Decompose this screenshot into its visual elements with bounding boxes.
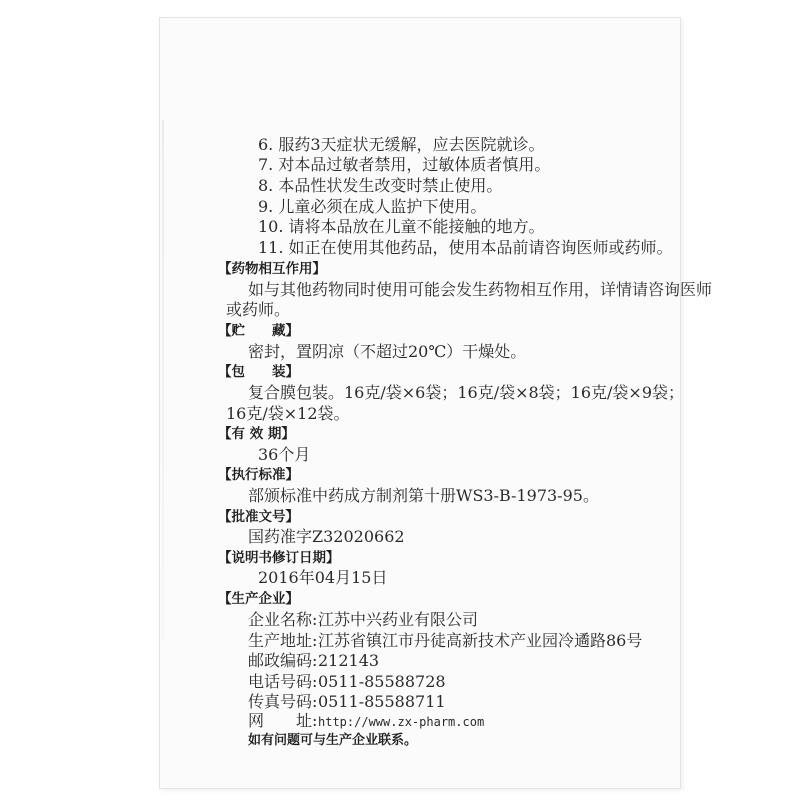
interactions-text-line1: 如与其他药物同时使用可能会发生药物相互作用，详情请咨询医师 xyxy=(248,280,713,299)
shelf-life-text: 36个月 xyxy=(258,445,311,464)
precaution-item-9: 9. 儿童必须在成人监护下使用。 xyxy=(258,197,487,216)
revision-date-heading: 【说明书修订日期】 xyxy=(218,550,340,566)
phone-row xyxy=(248,673,446,691)
company-address-row xyxy=(248,632,642,650)
precaution-item-11: 11. 如正在使用其他药品，使用本品前请咨询医师或药师。 xyxy=(258,238,673,257)
website-label: 网 址: xyxy=(248,711,318,730)
approval-heading: 【批准文号】 xyxy=(218,509,299,525)
company-name-label: 企业名称: xyxy=(248,610,318,629)
revision-date: 2016年04月15日 xyxy=(258,568,388,587)
precaution-item-8: 8. 本品性状发生改变时禁止使用。 xyxy=(258,176,503,195)
fax-row xyxy=(248,693,446,711)
phone-value: 0511-85588728 xyxy=(318,672,446,691)
storage-heading: 【贮 藏】 xyxy=(218,323,299,339)
website-row xyxy=(248,712,484,731)
packaging-text-line1: 复合膜包装。16克/袋×6袋；16克/袋×8袋；16克/袋×9袋； xyxy=(248,383,685,402)
interactions-text-line2: 或药师。 xyxy=(226,300,291,319)
standard-heading: 【执行标准】 xyxy=(218,467,299,483)
packaging-text-line2: 16克/袋×12袋。 xyxy=(226,404,350,423)
precaution-item-7: 7. 对本品过敏者禁用，过敏体质者慎用。 xyxy=(258,155,551,174)
company-name-row xyxy=(248,611,478,629)
company-name-value: 江苏中兴药业有限公司 xyxy=(318,610,479,629)
company-address-value: 江苏省镇江市丹徒高新技术产业园冷遹路86号 xyxy=(318,631,643,650)
phone-label: 电话号码: xyxy=(248,672,318,691)
interactions-heading: 【药物相互作用】 xyxy=(218,261,326,277)
shelf-life-heading: 【有 效 期】 xyxy=(218,426,295,442)
approval-number: 国药准字Z32020662 xyxy=(248,527,405,546)
packaging-heading: 【包 装】 xyxy=(218,364,299,380)
precaution-item-10: 10. 请将本品放在儿童不能接触的地方。 xyxy=(258,217,545,236)
standard-text: 部颁标准中药成方制剂第十册WS3-B-1973-95。 xyxy=(248,486,599,505)
fax-label: 传真号码: xyxy=(248,692,318,711)
fax-value: 0511-85588711 xyxy=(318,692,446,711)
manufacturer-heading: 【生产企业】 xyxy=(218,591,299,607)
paper-fold-shadow xyxy=(162,120,164,640)
company-address-label: 生产地址: xyxy=(248,631,318,650)
postcode-value: 212143 xyxy=(318,651,380,670)
postcode-label: 邮政编码: xyxy=(248,651,318,670)
contact-note: 如有问题可与生产企业联系。 xyxy=(248,733,418,748)
postcode-row xyxy=(248,652,379,670)
precaution-item-6: 6. 服药3天症状无缓解，应去医院就诊。 xyxy=(258,135,545,154)
storage-text: 密封，置阴凉（不超过20℃）干燥处。 xyxy=(248,342,527,361)
website-value: http://www.zx-pharm.com xyxy=(318,715,485,729)
